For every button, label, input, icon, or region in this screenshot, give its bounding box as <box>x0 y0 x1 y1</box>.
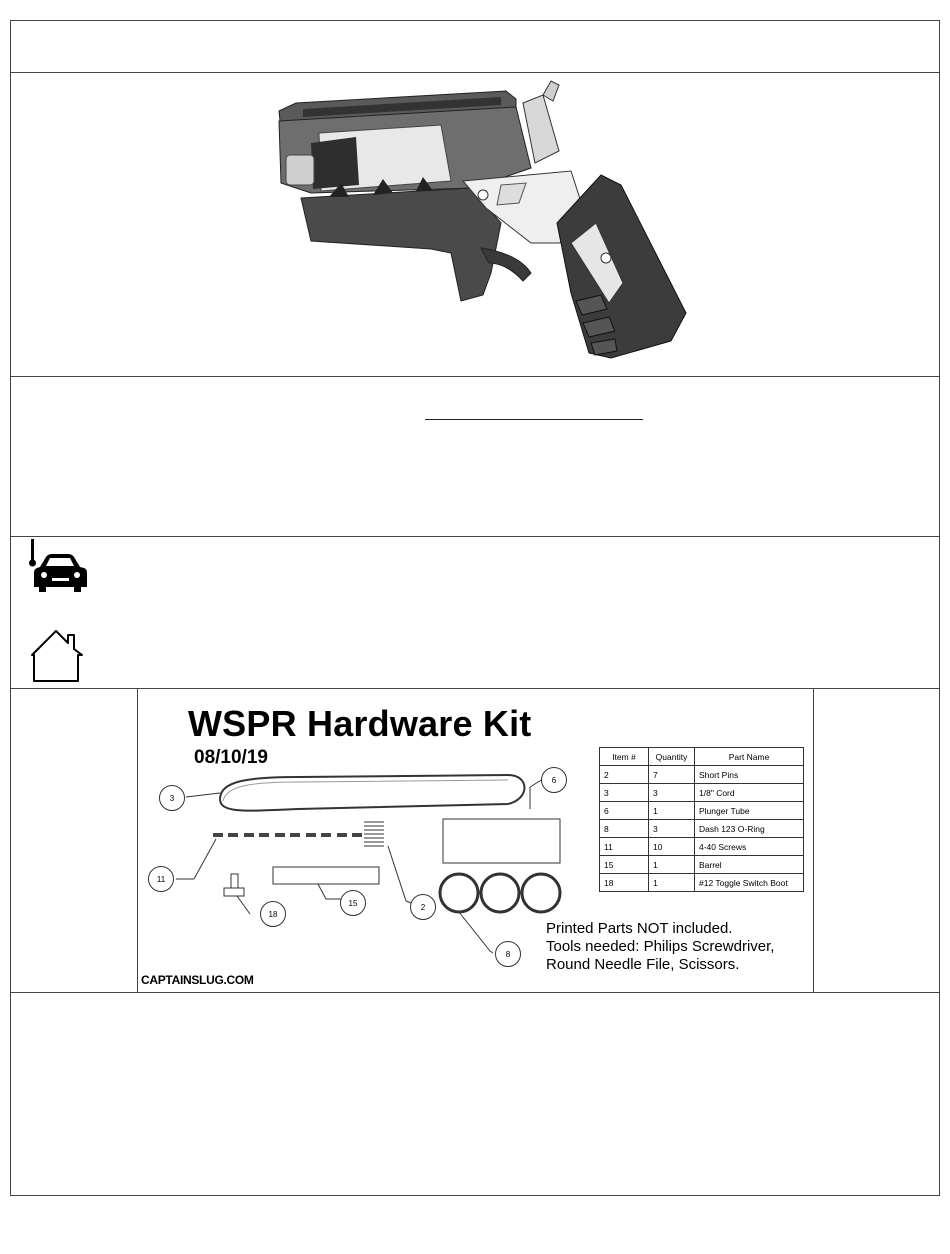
cell: 3 <box>649 784 695 802</box>
note-line: Tools needed: Philips Screwdriver, <box>546 938 775 955</box>
table-row <box>600 856 804 874</box>
icons-row <box>11 536 939 688</box>
header-row <box>11 21 939 72</box>
hyperlink-underline[interactable] <box>425 419 643 420</box>
note-line: Round Needle File, Scissors. <box>546 956 740 973</box>
callout-8: 8 <box>495 941 521 967</box>
table-row <box>600 820 804 838</box>
cell: Short Pins <box>695 766 804 784</box>
callout-2: 2 <box>410 894 436 920</box>
blaster-render-image <box>11 73 939 377</box>
cell: Dash 123 O-Ring <box>695 820 804 838</box>
house-icon <box>24 625 88 689</box>
hardware-kit-diagram <box>137 689 814 993</box>
cell: 8 <box>600 820 649 838</box>
car-temperature-icon <box>24 537 88 601</box>
table-row <box>600 784 804 802</box>
callout-3: 3 <box>159 785 185 811</box>
cell: 10 <box>649 838 695 856</box>
product-image-row <box>11 72 939 376</box>
cell: #12 Toggle Switch Boot <box>695 874 804 892</box>
cell: 1 <box>649 856 695 874</box>
cell: 18 <box>600 874 649 892</box>
parts-table-header <box>600 748 804 766</box>
cell: Barrel <box>695 856 804 874</box>
cell: 1 <box>649 874 695 892</box>
cell: 6 <box>600 802 649 820</box>
cell: 2 <box>600 766 649 784</box>
table-row <box>600 802 804 820</box>
kit-date: 08/10/19 <box>194 747 268 768</box>
cell: 4-40 Screws <box>695 838 804 856</box>
kit-title: WSPR Hardware Kit <box>188 703 532 744</box>
col-part-name: Part Name <box>695 748 804 766</box>
table-row <box>600 766 804 784</box>
cell: 1/8" Cord <box>695 784 804 802</box>
parts-table <box>599 747 804 892</box>
link-row <box>11 376 939 536</box>
callout-11: 11 <box>148 866 174 892</box>
note-line: Printed Parts NOT included. <box>546 920 733 937</box>
kit-row <box>11 688 939 992</box>
brand-text: CAPTAINSLUG.COM <box>141 973 254 987</box>
table-row <box>600 838 804 856</box>
empty-bottom-row <box>11 992 939 1195</box>
cell: 15 <box>600 856 649 874</box>
col-quantity: Quantity <box>649 748 695 766</box>
kit-notes <box>546 920 774 974</box>
cell: 11 <box>600 838 649 856</box>
callout-18: 18 <box>260 901 286 927</box>
table-row <box>600 874 804 892</box>
callout-6: 6 <box>541 767 567 793</box>
document-frame <box>10 20 940 1196</box>
cell: 1 <box>649 802 695 820</box>
callout-15: 15 <box>340 890 366 916</box>
cell: 3 <box>649 820 695 838</box>
cell: Plunger Tube <box>695 802 804 820</box>
cell: 3 <box>600 784 649 802</box>
col-item: Item # <box>600 748 649 766</box>
cell: 7 <box>649 766 695 784</box>
